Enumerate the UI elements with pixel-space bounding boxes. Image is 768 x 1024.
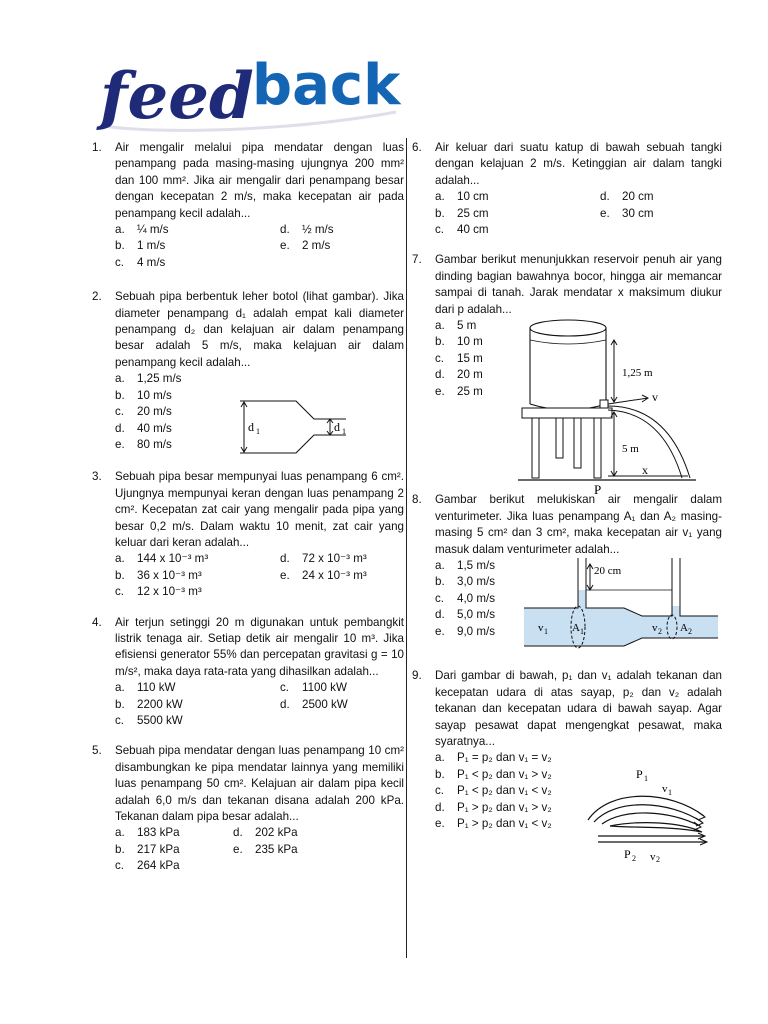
option-letter: a. [115, 372, 125, 386]
p2-label: P [624, 847, 631, 862]
option-letter: c. [435, 351, 445, 365]
option-text: ¼ m/s [137, 223, 169, 237]
option[interactable] [233, 842, 298, 858]
v1-label: v [538, 622, 544, 635]
question-text: Air mengalir melalui pipa mendatar dengan luas penampang pada masing-masing ujungnya 200 mm² dan 100 mm². Jika air mengalir dari penampang besar dengan kecepatan 2 m/s, maka kecepatan air pada penampang kecil adalah... [115, 141, 404, 220]
option-letter: b. [435, 335, 445, 349]
question-2 [92, 289, 404, 453]
option-letter: c. [435, 223, 445, 237]
option-letter: c. [435, 591, 445, 605]
option-letter: d. [115, 421, 125, 435]
option[interactable] [115, 842, 233, 858]
option-text: 4 m/s [137, 255, 166, 269]
option[interactable] [115, 568, 280, 584]
option-letter: b. [435, 206, 445, 220]
option[interactable] [280, 697, 348, 713]
option[interactable] [435, 206, 600, 222]
options [115, 825, 404, 874]
question-number: 6. [412, 141, 422, 154]
question-text: Dari gambar di bawah, p₁ dan v₁ adalah tekanan dan kecepatan udara di atas sayap, p₂ dan v₂ adalah tekanan dan kecepatan udara di bawah sayap. Agar sayap pesawat dapat mengengkat pesawat, maka syaratnya... [435, 669, 722, 749]
option[interactable] [115, 371, 404, 387]
option[interactable] [115, 238, 280, 254]
option-letter: e. [115, 437, 125, 451]
option-letter: a. [435, 319, 445, 333]
height-label-2: 5 m [622, 443, 639, 456]
option-letter: e. [280, 239, 290, 253]
v2-label: v [650, 851, 656, 863]
option-letter: c. [115, 859, 125, 873]
velocity-label: v [652, 390, 658, 405]
airplane-wing-figure [580, 766, 720, 862]
d2-subscript: 1 [342, 427, 346, 437]
option-letter: d. [600, 190, 610, 204]
option-letter: a. [115, 826, 125, 840]
v1-subscript: 1 [668, 788, 672, 798]
a1-subscript: 1 [580, 627, 584, 637]
option-letter: c. [280, 681, 290, 695]
option-letter: c. [115, 405, 125, 419]
d2-label: d [334, 420, 340, 435]
option-text: 80 m/s [137, 437, 172, 451]
option-letter: b. [435, 575, 445, 589]
option-letter: b. [115, 842, 125, 856]
option-letter: d. [233, 826, 243, 840]
option-letter: e. [233, 842, 243, 856]
option[interactable] [115, 255, 280, 271]
option-letter: d. [435, 368, 445, 382]
question-number: 9. [412, 669, 422, 683]
option-text: 10 cm [457, 190, 489, 204]
right-column [412, 140, 722, 863]
height-difference-label: 20 cm [594, 565, 622, 578]
option-text: 5 m [457, 319, 477, 333]
v1-subscript: 1 [544, 627, 548, 637]
option-text: 10 m/s [137, 388, 172, 402]
option-text: 20 m [457, 368, 483, 382]
question-text: Sebuah pipa besar mempunyai luas penampang 6 cm². Ujungnya mempunyai keran dengan luas penampang 2 cm². Kecepatan zat cair yang mengalir pada pipa yang besar 0,2 m/s. Dalam waktu 10 menit, zat cair yang keluar dari keran adalah... [115, 470, 404, 549]
option-text: 2 m/s [302, 239, 331, 253]
bottleneck-pipe-figure [238, 397, 368, 459]
option-text: 15 m [457, 351, 483, 365]
question-4 [92, 615, 404, 730]
option-text: 9,0 m/s [457, 624, 496, 638]
question-text: Gambar berikut melukiskan air mengalir dalam venturimeter. Jika luas penampang A₁ dan A₂ masing-masing 5 cm² dan 3 cm², maka kecepatan air v₁ yang masuk dalam venturimeter adalah... [435, 493, 722, 556]
option-text: P₁ > p₂ dan v₁ < v₂ [457, 817, 552, 831]
d1-subscript: 1 [256, 427, 260, 437]
a1-label: A [572, 622, 580, 635]
v2-label: v [652, 622, 658, 635]
venturimeter-figure [520, 558, 720, 654]
option-letter: b. [115, 697, 125, 711]
left-column [92, 140, 404, 887]
options [115, 551, 404, 600]
option-text: P₁ < p₂ dan v₁ < v₂ [457, 784, 552, 798]
question-text: Sebuah pipa mendatar dengan luas penampang 10 cm² disambungkan ke pipa mendatar lainnya yang memiliki luas penampang 50 cm². Kelajuan air dalam pipa kecil adalah 6,0 m/s dan tekanan disana adalah 200 kPa. Tekanan dalam pipa besar adalah... [115, 744, 404, 824]
option-text: 40 cm [457, 223, 489, 237]
feedback-logo [96, 52, 416, 134]
column-divider [406, 138, 407, 958]
option[interactable] [600, 206, 654, 222]
question-text: Air keluar dari suatu katup di bawah sebuah tangki dengan kelajuan 2 m/s. Ketinggian air dalam tangki adalah... [435, 141, 722, 187]
option[interactable] [280, 680, 347, 696]
option[interactable] [115, 222, 280, 238]
logo-back: back [252, 53, 401, 118]
question-number: 3. [92, 470, 102, 484]
p1-subscript: 1 [644, 774, 648, 784]
option[interactable] [435, 750, 722, 766]
option[interactable] [115, 584, 280, 600]
option-letter: b. [115, 568, 125, 582]
option-letter: b. [115, 388, 125, 402]
point-p-label: P [594, 482, 602, 495]
option[interactable] [115, 858, 233, 874]
option-text: 217 kPa [137, 842, 180, 856]
option-text: 144 x 10⁻³ m³ [137, 552, 209, 566]
option[interactable] [435, 189, 600, 205]
option-text: 20 m/s [137, 405, 172, 419]
option-letter: a. [435, 751, 445, 765]
option[interactable] [280, 222, 334, 238]
option-letter: e. [435, 384, 445, 398]
option-text: 1,5 m/s [457, 559, 496, 573]
option[interactable] [600, 189, 654, 205]
option-text: 1 m/s [137, 239, 166, 253]
height-label-1: 1,25 m [622, 367, 653, 380]
option-text: 110 kW [137, 681, 176, 695]
question-6 [412, 140, 722, 238]
option-text: 5,0 m/s [457, 608, 496, 622]
question-3 [92, 469, 404, 600]
option-letter: d. [280, 223, 290, 237]
question-8 [412, 492, 722, 656]
p1-label: P [636, 767, 643, 782]
question-number: 4. [92, 615, 102, 629]
option-text: 30 cm [622, 206, 654, 220]
option-letter: b. [435, 767, 445, 781]
p2-subscript: 2 [632, 854, 636, 863]
option-text: P₁ > p₂ dan v₁ > v₂ [457, 800, 552, 814]
question-text: Air terjun setinggi 20 m digunakan untuk pembangkit listrik tenaga air. Setiap detik air mengalir 10 m³. Jika efisiensi generator 55% dan percepatan gravitasi g = 10 m/s², maka daya rata-rata yang dihasilkan adalah... [115, 615, 404, 678]
question-number: 7. [412, 253, 422, 267]
question-number: 8. [412, 493, 422, 507]
option[interactable] [115, 825, 233, 841]
options [115, 222, 404, 271]
option-text: 40 m/s [137, 421, 172, 435]
question-text: Gambar berikut menunjukkan reservoir penuh air yang dinding bagian bawahnya bocor, hingga air memancar sampai di tanah. Jarak mendatar x maksimum diukur dari p adalah... [435, 253, 722, 316]
question-1 [92, 140, 404, 271]
question-7 [412, 252, 722, 495]
option-text: 12 x 10⁻³ m³ [137, 585, 202, 599]
option-text: 1,25 m/s [137, 372, 182, 386]
option-letter: e. [435, 624, 445, 638]
question-text: Sebuah pipa berbentuk leher botol (lihat gambar). Jika diameter penampang d₁ adalah empat kali diameter penampang d₂ dan kelajuan air dalam penampang besar adalah 5 m/s, maka kelajuan air dalam penampang kecil adalah... [115, 290, 404, 369]
option-text: 235 kPa [255, 842, 298, 856]
option-letter: b. [115, 239, 125, 253]
options [115, 680, 404, 729]
option-letter: a. [435, 559, 445, 573]
option-text: 4,0 m/s [457, 591, 496, 605]
question-number: 5. [92, 744, 102, 758]
option-letter: a. [435, 190, 445, 204]
option-letter: d. [280, 552, 290, 566]
option-letter: a. [115, 223, 125, 237]
option[interactable] [115, 680, 280, 696]
option-text: P₁ = p₂ dan v₁ = v₂ [457, 751, 552, 765]
option-letter: e. [280, 568, 290, 582]
option-text: 183 kPa [137, 826, 180, 840]
option[interactable] [280, 551, 367, 567]
option-text: P₁ < p₂ dan v₁ > v₂ [457, 767, 552, 781]
option-text: 2500 kW [302, 697, 348, 711]
question-5 [92, 743, 404, 874]
option-text: 3,0 m/s [457, 575, 496, 589]
option-text: 72 x 10⁻³ m³ [302, 552, 367, 566]
option-letter: e. [600, 206, 610, 220]
v2-subscript: 2 [656, 855, 660, 863]
option-letter: c. [115, 714, 125, 727]
option-letter: d. [280, 697, 290, 711]
option[interactable] [115, 713, 280, 729]
question-number: 2. [92, 290, 102, 304]
option[interactable] [115, 697, 280, 713]
option-text: 25 m [457, 384, 483, 398]
d1-label: d [248, 420, 254, 435]
option-text: 1100 kW [302, 681, 347, 695]
option-letter: e. [435, 817, 445, 831]
option[interactable] [280, 238, 330, 254]
option[interactable] [435, 222, 600, 238]
option[interactable] [115, 551, 280, 567]
options [435, 189, 722, 238]
v1-label: v [662, 783, 668, 796]
distance-x-label: x [642, 463, 648, 478]
option-letter: a. [115, 681, 125, 695]
option-letter: c. [435, 784, 445, 798]
option-text: 20 cm [622, 190, 654, 204]
a2-subscript: 2 [688, 627, 692, 637]
a2-label: A [680, 622, 688, 635]
option-text: 36 x 10⁻³ m³ [137, 568, 202, 582]
option-text: 264 kPa [137, 859, 180, 873]
option-text: 202 kPa [255, 826, 298, 840]
option-text: 10 m [457, 335, 483, 349]
option[interactable] [280, 568, 367, 584]
v2-subscript: 2 [658, 627, 662, 637]
option-text: 2200 kW [137, 697, 183, 711]
option-letter: d. [435, 800, 445, 814]
option-letter: d. [435, 608, 445, 622]
option-letter: c. [115, 255, 125, 269]
option-text: 5500 kW [137, 714, 183, 727]
option-letter: c. [115, 585, 125, 599]
reservoir-figure [518, 318, 718, 494]
question-9 [412, 668, 722, 863]
option[interactable] [233, 825, 298, 841]
option-text: 25 cm [457, 206, 489, 220]
option-text: 24 x 10⁻³ m³ [302, 568, 367, 582]
option-letter: a. [115, 552, 125, 566]
question-number: 1. [92, 141, 102, 154]
option-text: ½ m/s [302, 223, 334, 237]
logo-feed: feed [100, 59, 254, 134]
